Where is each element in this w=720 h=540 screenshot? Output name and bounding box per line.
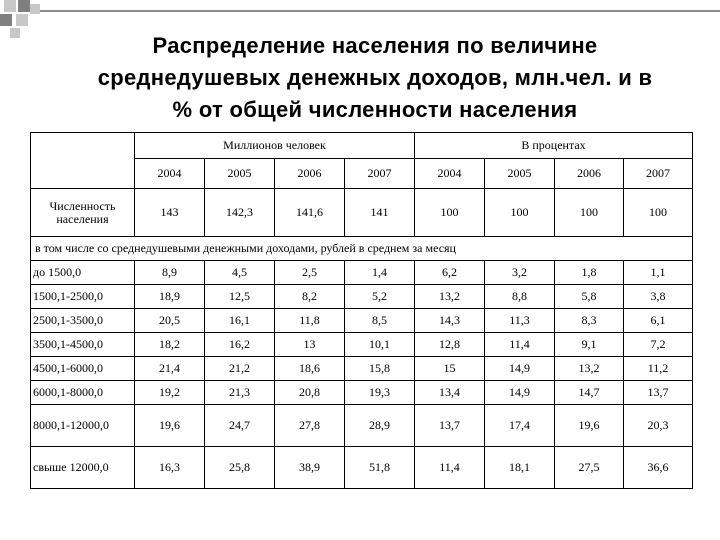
value-cell: 28,9 <box>345 405 415 447</box>
value-cell: 100 <box>485 189 555 237</box>
value-cell: 13,2 <box>555 357 624 381</box>
table-row <box>31 405 693 447</box>
value-cell: 1,4 <box>345 261 415 285</box>
value-cell: 19,3 <box>345 381 415 405</box>
value-cell: 2,5 <box>275 261 345 285</box>
value-cell: 15 <box>415 357 485 381</box>
value-cell: 16,2 <box>205 333 275 357</box>
value-cell: 8,5 <box>345 309 415 333</box>
row-label: свыше 12000,0 <box>31 447 135 489</box>
table-row <box>31 285 693 309</box>
year-cell: 2006 <box>555 159 624 189</box>
value-cell: 21,2 <box>205 357 275 381</box>
value-cell: 20,5 <box>135 309 205 333</box>
value-cell: 38,9 <box>275 447 345 489</box>
income-table <box>30 132 693 489</box>
value-cell: 8,3 <box>555 309 624 333</box>
value-cell: 6,1 <box>624 309 693 333</box>
value-cell: 18,2 <box>135 333 205 357</box>
value-cell: 4,5 <box>205 261 275 285</box>
value-cell: 100 <box>624 189 693 237</box>
value-cell: 8,2 <box>275 285 345 309</box>
value-cell: 14,9 <box>485 357 555 381</box>
percent-header: В процентах <box>415 133 693 159</box>
value-cell: 13,7 <box>415 405 485 447</box>
row-label: 3500,1-4500,0 <box>31 333 135 357</box>
millions-header: Миллионов человек <box>135 133 415 159</box>
subheader-row <box>31 237 693 261</box>
row-label: 6000,1-8000,0 <box>31 381 135 405</box>
value-cell: 11,8 <box>275 309 345 333</box>
total-row <box>31 189 693 237</box>
row-label: 1500,1-2500,0 <box>31 285 135 309</box>
value-cell: 10,1 <box>345 333 415 357</box>
value-cell: 100 <box>415 189 485 237</box>
table-row <box>31 357 693 381</box>
value-cell: 36,6 <box>624 447 693 489</box>
value-cell: 27,5 <box>555 447 624 489</box>
table-row <box>31 261 693 285</box>
value-cell: 15,8 <box>345 357 415 381</box>
value-cell: 142,3 <box>205 189 275 237</box>
value-cell: 21,4 <box>135 357 205 381</box>
value-cell: 5,8 <box>555 285 624 309</box>
decor-square <box>16 14 28 26</box>
value-cell: 11,4 <box>485 333 555 357</box>
table-row <box>31 309 693 333</box>
value-cell: 51,8 <box>345 447 415 489</box>
value-cell: 17,4 <box>485 405 555 447</box>
value-cell: 25,8 <box>205 447 275 489</box>
value-cell: 12,8 <box>415 333 485 357</box>
value-cell: 16,1 <box>205 309 275 333</box>
decor-square <box>18 0 30 12</box>
value-cell: 24,7 <box>205 405 275 447</box>
header-corner-cell <box>31 133 135 189</box>
value-cell: 7,2 <box>624 333 693 357</box>
value-cell: 14,7 <box>555 381 624 405</box>
row-label: 4500,1-6000,0 <box>31 357 135 381</box>
value-cell: 13,2 <box>415 285 485 309</box>
page-title: Распределение населения по величине среднедушевых денежных доходов, млн.чел. и в % от общей численности населения <box>97 33 653 122</box>
year-cell: 2004 <box>135 159 205 189</box>
value-cell: 1,1 <box>624 261 693 285</box>
subheader-cell: в том числе со среднедушевыми денежными доходами, рублей в среднем за месяц <box>31 237 693 261</box>
value-cell: 1,8 <box>555 261 624 285</box>
value-cell: 18,6 <box>275 357 345 381</box>
value-cell: 5,2 <box>345 285 415 309</box>
table-row <box>31 381 693 405</box>
value-cell: 19,6 <box>135 405 205 447</box>
decor-line <box>40 10 720 12</box>
year-cell: 2006 <box>275 159 345 189</box>
value-cell: 19,2 <box>135 381 205 405</box>
row-label: до 1500,0 <box>31 261 135 285</box>
decor-square <box>4 0 16 12</box>
value-cell: 8,9 <box>135 261 205 285</box>
income-rows <box>31 261 693 489</box>
value-cell: 141 <box>345 189 415 237</box>
year-cell: 2007 <box>345 159 415 189</box>
value-cell: 100 <box>555 189 624 237</box>
row-label: Численность населения <box>31 189 135 237</box>
value-cell: 21,3 <box>205 381 275 405</box>
value-cell: 141,6 <box>275 189 345 237</box>
year-cell: 2005 <box>485 159 555 189</box>
value-cell: 13,7 <box>624 381 693 405</box>
value-cell: 20,8 <box>275 381 345 405</box>
value-cell: 14,9 <box>485 381 555 405</box>
value-cell: 9,1 <box>555 333 624 357</box>
value-cell: 16,3 <box>135 447 205 489</box>
table-row <box>31 447 693 489</box>
value-cell: 8,8 <box>485 285 555 309</box>
value-cell: 3,8 <box>624 285 693 309</box>
row-label: 2500,1-3500,0 <box>31 309 135 333</box>
value-cell: 14,3 <box>415 309 485 333</box>
decor-square <box>30 4 40 14</box>
value-cell: 13 <box>275 333 345 357</box>
row-label: 8000,1-12000,0 <box>31 405 135 447</box>
year-cell: 2004 <box>415 159 485 189</box>
year-cell: 2005 <box>205 159 275 189</box>
value-cell: 143 <box>135 189 205 237</box>
value-cell: 19,6 <box>555 405 624 447</box>
value-cell: 20,3 <box>624 405 693 447</box>
value-cell: 11,2 <box>624 357 693 381</box>
value-cell: 3,2 <box>485 261 555 285</box>
value-cell: 11,3 <box>485 309 555 333</box>
value-cell: 27,8 <box>275 405 345 447</box>
value-cell: 11,4 <box>415 447 485 489</box>
decor-square <box>10 28 20 38</box>
value-cell: 18,9 <box>135 285 205 309</box>
value-cell: 18,1 <box>485 447 555 489</box>
value-cell: 13,4 <box>415 381 485 405</box>
decor-square <box>0 14 12 26</box>
value-cell: 6,2 <box>415 261 485 285</box>
table-row <box>31 333 693 357</box>
table-header-row <box>31 133 693 159</box>
year-cell: 2007 <box>624 159 693 189</box>
value-cell: 12,5 <box>205 285 275 309</box>
